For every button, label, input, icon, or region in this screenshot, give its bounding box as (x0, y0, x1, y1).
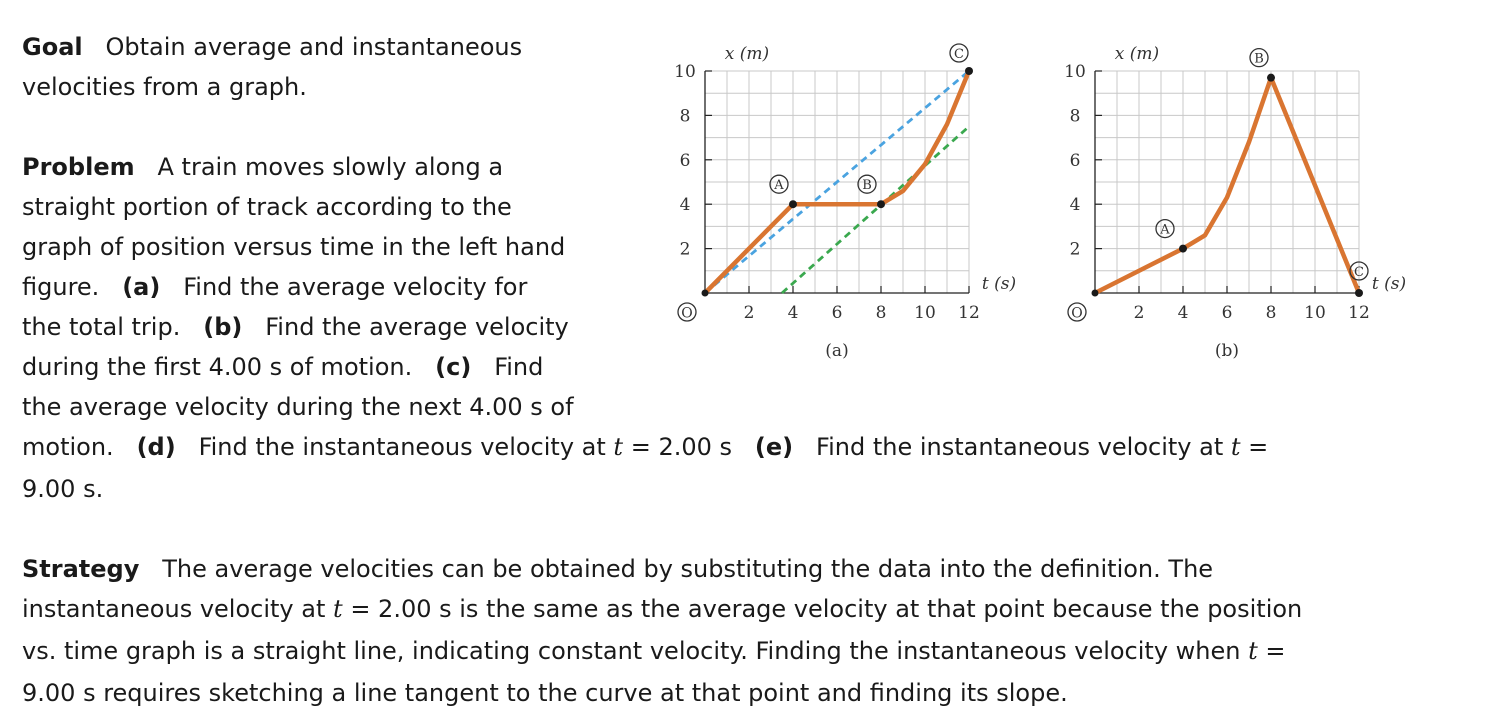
part-b-label: (b) (203, 313, 243, 341)
chart-a-point-c-label: C (954, 47, 964, 62)
problem-line-5 (22, 307, 569, 347)
chart-a-guide-line (782, 127, 969, 294)
strategy-text-3a: vs. time graph is a straight line, indicating constant velocity. Finding the instantaneous velocity when (22, 637, 1241, 665)
strategy-var-2: t (333, 595, 343, 623)
chart-a-point-b-label: B (862, 178, 872, 194)
part-c-label: (c) (435, 353, 472, 381)
strategy-text-2a: instantaneous velocity at (22, 595, 326, 623)
strategy-line-1 (22, 549, 1213, 589)
chart-b-y-tick-label: 4 (1069, 195, 1081, 216)
problem-text-1: A train moves slowly along a (157, 153, 504, 181)
problem-line-2: straight portion of track according to the (22, 193, 512, 221)
chart-a-y-tick-label: 10 (674, 62, 696, 82)
strategy-text-2b: = 2.00 s is the same as the average velocity at that point because the position (350, 595, 1303, 623)
chart-b-x-axis-label: t (s) (1371, 274, 1407, 294)
strategy-var-3: t (1248, 637, 1258, 665)
part-b-text: Find the average velocity (265, 313, 569, 341)
chart-a-y-tick-label: 8 (679, 106, 691, 127)
chart-b-x-tick-label: 6 (1221, 303, 1233, 323)
chart-b-point-b (1267, 74, 1275, 82)
chart-b-x-tick-label: 10 (1304, 303, 1326, 323)
problem-text-6: during the first 4.00 s of motion. (22, 353, 413, 381)
problem-label: Problem (22, 153, 135, 181)
position-time-figure (640, 30, 1420, 375)
chart-a-x-tick-label: 2 (743, 303, 755, 323)
chart-b-y-tick-label: 10 (1064, 62, 1086, 82)
strategy-label: Strategy (22, 555, 140, 583)
goal-text-1: Obtain average and instantaneous (105, 33, 523, 61)
chart-a-point-b (877, 200, 885, 208)
chart-b-caption: (b) (1214, 341, 1240, 361)
strategy-line-3 (22, 631, 1286, 671)
goal-label: Goal (22, 33, 83, 61)
chart-a-point-a (789, 200, 797, 208)
chart-b-y-tick-label: 8 (1069, 106, 1081, 127)
chart-a-y-tick-label: 2 (679, 239, 691, 260)
chart-b-point-a (1179, 245, 1187, 253)
goal-line-1 (22, 27, 522, 67)
chart-b-x-tick-label: 12 (1348, 303, 1370, 323)
problem-line-4 (22, 267, 527, 307)
problem-line-8 (22, 427, 1268, 467)
problem-line-6 (22, 347, 543, 387)
chart-a-x-tick-label: 10 (914, 303, 936, 323)
problem-text-8: motion. (22, 433, 114, 461)
chart-a-y-tick-label: 6 (679, 150, 691, 171)
chart-a-x-tick-label: 4 (787, 303, 799, 323)
problem-line-9: 9.00 s. (22, 475, 104, 503)
chart-b-point-c (1355, 289, 1363, 297)
strategy-line-4: 9.00 s requires sketching a line tangent to the curve at that point and finding its slope. (22, 679, 1068, 707)
chart-a-x-tick-label: 6 (831, 303, 843, 323)
goal-line-2: velocities from a graph. (22, 73, 307, 101)
chart-b-y-axis-label: x (m) (1114, 44, 1160, 64)
problem-line-7: the average velocity during the next 4.00 s of (22, 393, 574, 421)
chart-a-y-tick-label: 4 (679, 195, 691, 216)
problem-line-3: graph of position versus time in the left hand (22, 233, 566, 261)
chart-b-x-tick-label: 8 (1265, 303, 1277, 323)
part-e-text: Find the instantaneous velocity at (816, 433, 1224, 461)
chart-b-origin-point (1092, 290, 1099, 297)
part-a-text: Find the average velocity for (183, 273, 528, 301)
problem-line-1 (22, 147, 503, 187)
strategy-text-1: The average velocities can be obtained by substituting the data into the definition. The (162, 555, 1214, 583)
strategy-text-3b: = (1265, 637, 1286, 665)
chart-a-caption: (a) (825, 341, 849, 361)
chart-b-y-tick-label: 2 (1069, 239, 1081, 260)
part-d-label: (d) (136, 433, 176, 461)
chart-a-x-tick-label: 8 (875, 303, 887, 323)
part-e-eq: = (1248, 433, 1269, 461)
chart-b-point-a-label: A (1160, 222, 1170, 238)
chart-a-point-a-label: A (774, 178, 784, 194)
part-d-var: t (613, 433, 624, 461)
part-d-text: Find the instantaneous velocity at (198, 433, 606, 461)
part-d-eq: = 2.00 s (630, 433, 733, 461)
chart-b-y-tick-label: 6 (1069, 150, 1081, 171)
problem-text-4: figure. (22, 273, 100, 301)
chart-b-point-c-label: C (1354, 265, 1364, 280)
chart-a-x-tick-label: 12 (958, 303, 980, 323)
chart-a-origin-point (702, 290, 709, 297)
part-e-label: (e) (754, 433, 794, 461)
chart-b-x-tick-label: 2 (1133, 303, 1145, 323)
problem-text-5: the total trip. (22, 313, 181, 341)
part-c-text: Find (494, 353, 544, 381)
chart-a-origin-label: O (681, 305, 693, 322)
chart-b-x-tick-label: 4 (1177, 303, 1189, 323)
chart-b-point-b-label: B (1254, 51, 1264, 67)
part-e-var: t (1230, 433, 1241, 461)
chart-a-y-axis-label: x (m) (724, 44, 770, 64)
part-a-label: (a) (122, 273, 161, 301)
chart-b-origin-label: O (1071, 305, 1083, 322)
chart-a-point-c (965, 67, 973, 75)
chart-a-x-axis-label: t (s) (981, 274, 1017, 294)
strategy-line-2 (22, 589, 1302, 629)
